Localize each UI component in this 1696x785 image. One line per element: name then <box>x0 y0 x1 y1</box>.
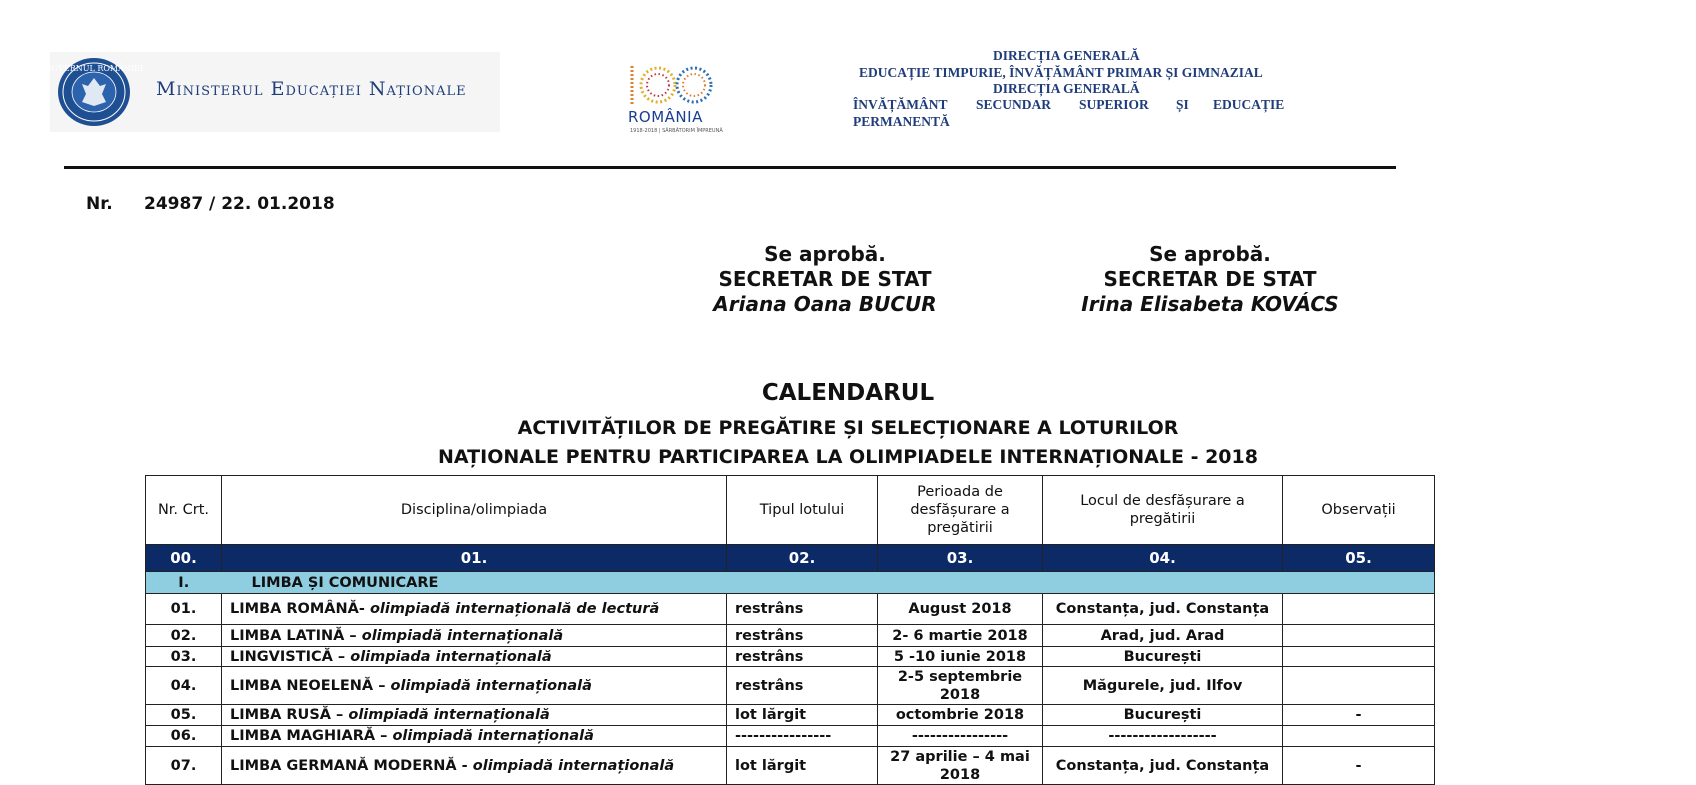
olympiad-type: olimpiada internațională <box>350 648 552 665</box>
row-number: 07. <box>146 747 222 785</box>
row-number: 06. <box>146 726 222 747</box>
row-observations: - <box>1283 747 1435 785</box>
directorate-line-2: EDUCAȚIE TIMPURIE, ÎNVĂȚĂMÂNT PRIMAR ȘI GIMNAZIAL <box>859 65 1263 80</box>
row-period: 5 -10 iunie 2018 <box>878 647 1043 667</box>
row-number: 02. <box>146 625 222 647</box>
subtitle-line-1: ACTIVITĂȚILOR DE PREGĂTIRE ȘI SELECȚIONARE A LOTURILOR <box>517 417 1179 439</box>
header-subject: Disciplina/olimpiada <box>222 476 727 545</box>
subtitle-line-2: NAȚIONALE PENTRU PARTICIPAREA LA OLIMPIADELE INTERNAȚIONALE - 2018 <box>438 446 1258 468</box>
olympiad-type: olimpiadă internațională <box>392 728 594 744</box>
header-type: Tipul lotului <box>727 476 878 545</box>
centenary-tagline: 1918-2018 | SĂRBĂTORIM ÎMPREUNĂ <box>630 128 723 134</box>
row-period: 2- 6 martie 2018 <box>878 625 1043 647</box>
olympiad-type: olimpiadă internațională <box>348 707 550 723</box>
row-subject <box>222 705 727 726</box>
reference-number <box>86 194 335 214</box>
section-row <box>146 572 1435 594</box>
calendar-table <box>145 475 1435 785</box>
column-number: 05. <box>1283 545 1435 572</box>
column-number: 02. <box>727 545 878 572</box>
document-subtitle <box>0 414 1696 472</box>
approval-kovacs <box>1080 242 1340 317</box>
row-type: ---------------- <box>727 726 878 747</box>
header-nr: Nr. Crt. <box>146 476 222 545</box>
approval-role: SECRETAR DE STAT <box>718 267 932 291</box>
row-observations <box>1283 726 1435 747</box>
row-period: August 2018 <box>878 594 1043 625</box>
directorate-word-3: SUPERIOR <box>1079 97 1149 112</box>
table-row <box>146 625 1435 647</box>
row-number: 01. <box>146 594 222 625</box>
row-subject <box>222 625 727 647</box>
row-subject <box>222 667 727 705</box>
section-label: LIMBA ȘI COMUNICARE <box>222 572 1435 594</box>
column-number: 00. <box>146 545 222 572</box>
column-number-row <box>146 545 1435 572</box>
row-place: București <box>1043 647 1283 667</box>
row-observations <box>1283 667 1435 705</box>
approval-bucur <box>705 242 945 317</box>
seal-text: GUVERNUL ROMÂNIEI <box>44 64 144 73</box>
row-place: Măgurele, jud. Ilfov <box>1043 667 1283 705</box>
row-period: octombrie 2018 <box>878 705 1043 726</box>
approval-line: Se aprobă. <box>1149 242 1271 266</box>
header-place: Locul de desfășurare a pregătirii <box>1043 476 1283 545</box>
reference-value: 24987 / 22. 01.2018 <box>144 194 335 214</box>
row-observations <box>1283 594 1435 625</box>
directorate-word-1: ÎNVĂȚĂMÂNT <box>853 97 948 112</box>
row-type: lot lărgit <box>727 705 878 726</box>
row-subject <box>222 647 727 667</box>
header-period: Perioada de desfășurare a pregătirii <box>878 476 1043 545</box>
approval-role: SECRETAR DE STAT <box>1103 267 1317 291</box>
row-observations: - <box>1283 705 1435 726</box>
ministry-name: Ministerul Educației Naționale <box>156 78 467 100</box>
row-period: 27 aprilie – 4 mai 2018 <box>878 747 1043 785</box>
row-type: restrâns <box>727 667 878 705</box>
row-period: 2-5 septembrie 2018 <box>878 667 1043 705</box>
row-subject <box>222 726 727 747</box>
row-place: București <box>1043 705 1283 726</box>
directorate-word-4: ȘI <box>1176 97 1189 112</box>
olympiad-type: olimpiadă internațională <box>472 757 675 774</box>
olympiad-type: olimpiadă internațională <box>361 627 564 644</box>
approval-name: Irina Elisabeta KOVÁCS <box>1081 292 1339 316</box>
row-place: Arad, jud. Arad <box>1043 625 1283 647</box>
approval-name: Ariana Oana BUCUR <box>713 292 937 316</box>
olympiad-type: olimpiadă internațională <box>390 677 592 694</box>
row-type: restrâns <box>727 625 878 647</box>
subject-name: LINGVISTICĂ – <box>230 648 346 665</box>
romania-centenary-logo <box>622 60 726 138</box>
row-type: restrâns <box>727 647 878 667</box>
column-number: 03. <box>878 545 1043 572</box>
table-row <box>146 726 1435 747</box>
table-row <box>146 647 1435 667</box>
table-row <box>146 705 1435 726</box>
directorate-word-2: SECUNDAR <box>976 97 1052 112</box>
row-observations <box>1283 647 1435 667</box>
government-seal-logo <box>44 56 144 128</box>
header-divider <box>64 166 1396 169</box>
centenary-label: ROMÂNIA <box>628 108 703 126</box>
row-number: 05. <box>146 705 222 726</box>
subject-name: LIMBA RUSĂ – <box>230 707 344 723</box>
table-header-row <box>146 476 1435 545</box>
subject-name: LIMBA NEOELENĂ – <box>230 677 386 694</box>
row-observations <box>1283 625 1435 647</box>
row-place: Constanța, jud. Constanța <box>1043 747 1283 785</box>
row-subject <box>222 594 727 625</box>
subject-name: LIMBA GERMANĂ MODERNĂ - <box>230 757 468 774</box>
row-period: ---------------- <box>878 726 1043 747</box>
row-number: 03. <box>146 647 222 667</box>
olympiad-type: olimpiadă internațională de lectură <box>369 601 660 617</box>
centenary-100-icon <box>622 60 726 110</box>
subject-name: LIMBA LATINĂ – <box>230 627 357 644</box>
header-observations: Observații <box>1283 476 1435 545</box>
reference-label: Nr. <box>86 194 113 214</box>
table-row <box>146 667 1435 705</box>
row-type: lot lărgit <box>727 747 878 785</box>
approval-line: Se aprobă. <box>764 242 886 266</box>
directorate-word-5: EDUCAȚIE <box>1213 97 1285 112</box>
row-place: ------------------ <box>1043 726 1283 747</box>
directorate-line-1: DIRECȚIA GENERALĂ <box>993 48 1140 63</box>
row-number: 04. <box>146 667 222 705</box>
subject-name: LIMBA ROMÂNĂ- <box>230 601 365 617</box>
subject-name: LIMBA MAGHIARĂ – <box>230 728 388 744</box>
column-number: 01. <box>222 545 727 572</box>
section-number: I. <box>146 572 222 594</box>
row-type: restrâns <box>727 594 878 625</box>
row-place: Constanța, jud. Constanța <box>1043 594 1283 625</box>
document-title: CALENDARUL <box>761 380 935 406</box>
directorate-line-5: PERMANENTĂ <box>853 114 950 129</box>
column-number: 04. <box>1043 545 1283 572</box>
table-row <box>146 747 1435 785</box>
directorate-line-3: DIRECȚIA GENERALĂ <box>993 81 1140 96</box>
row-subject <box>222 747 727 785</box>
table-row <box>146 594 1435 625</box>
